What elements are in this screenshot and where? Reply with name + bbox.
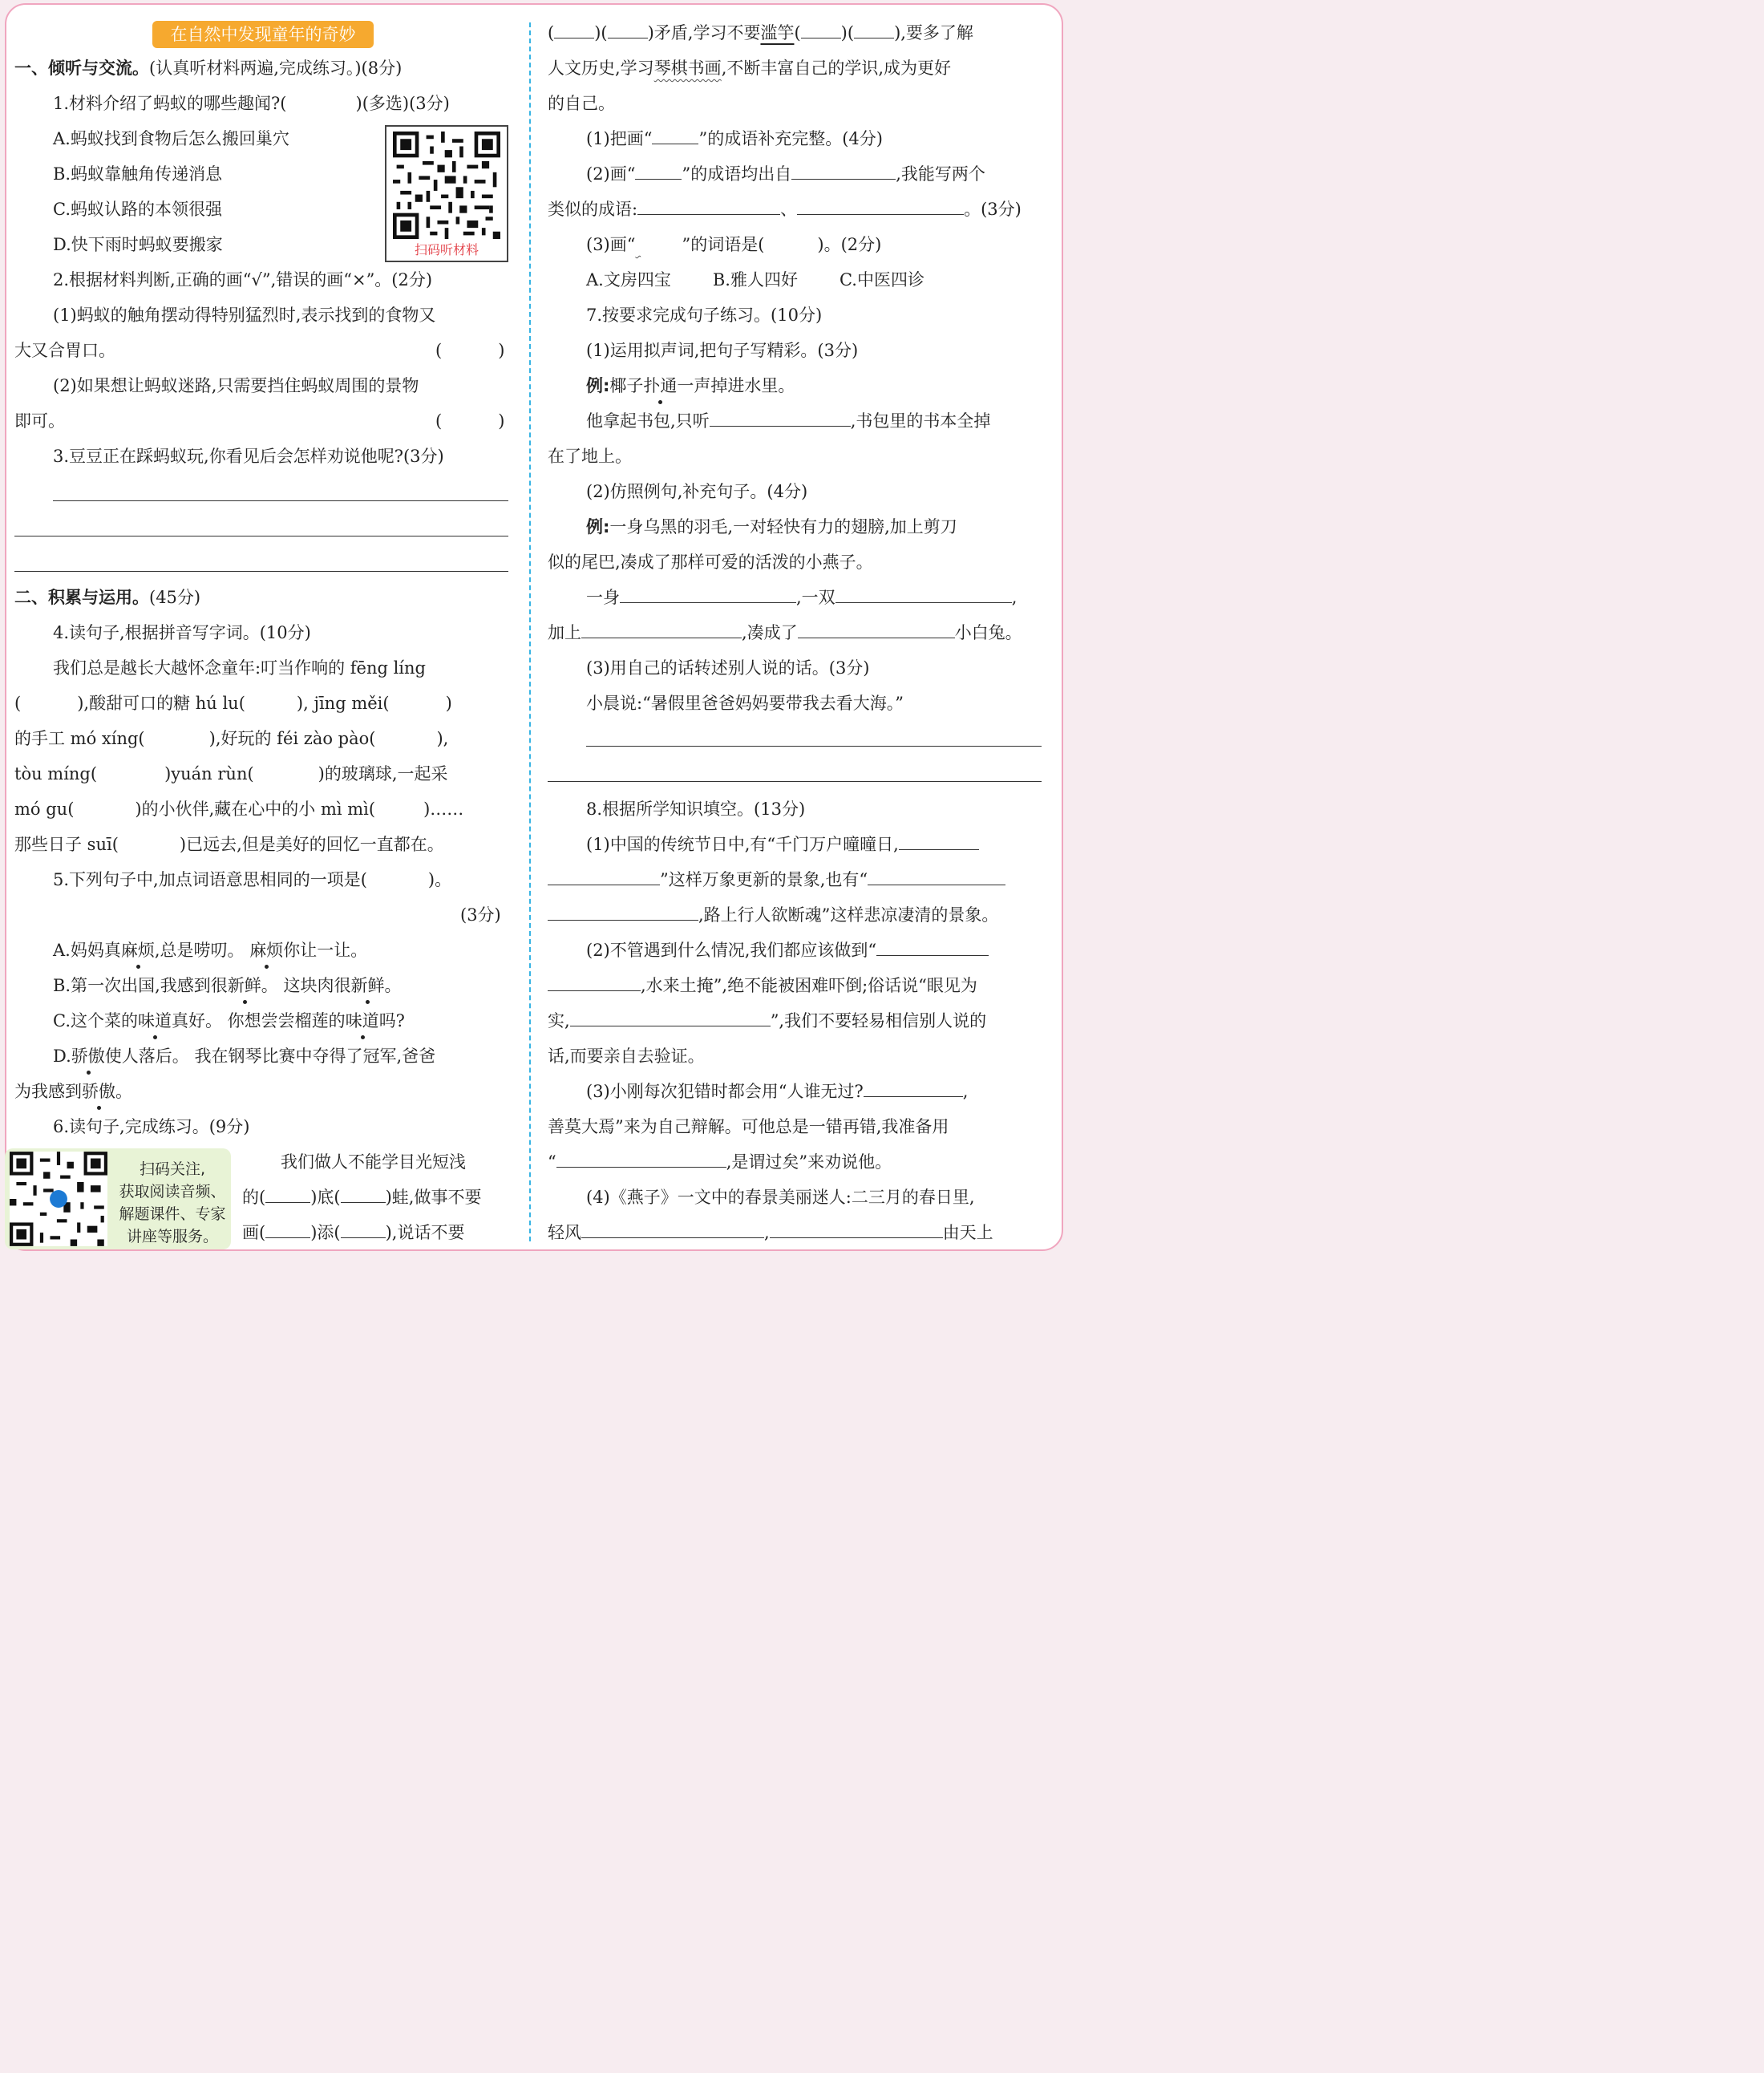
q4-line-4 <box>14 762 448 786</box>
q4-text: mó gu( <box>14 800 75 819</box>
q6-marker-sample <box>635 164 682 180</box>
question-2: 2.根据材料判断,正确的画“√”,错误的画“×”。(2分) <box>53 270 433 289</box>
q5-text: C.这个菜的 <box>53 1011 138 1030</box>
q6-text: 的( <box>242 1188 266 1207</box>
promo-line: 扫码关注, <box>139 1160 206 1178</box>
q6-text: 画( <box>242 1223 266 1242</box>
q6-text: 类似的成语: <box>548 200 638 219</box>
q5-text: D. <box>53 1047 71 1066</box>
q7-sub-3: (3)用自己的话转述别人说的话。(3分) <box>586 658 870 678</box>
q6-option: C.中医四诊 <box>839 270 924 289</box>
q5-text: 。 <box>115 1082 132 1101</box>
q8-text: , <box>962 1082 969 1101</box>
q6-text: 。(3分) <box>964 200 1022 219</box>
promo-line: 获取阅读音频、 <box>119 1183 226 1200</box>
q8-sub-4-line1: (4)《燕子》一文中的春景美丽迷人:二三月的春日里, <box>586 1188 975 1207</box>
q7-blank[interactable] <box>798 622 955 638</box>
q5-dotted-word: 骄傲 <box>71 1044 105 1068</box>
q6-continued-line-2 <box>548 56 951 80</box>
q6-sub-2-line2 <box>548 197 1022 221</box>
section-1-title: 一、倾听与交流。 <box>14 59 149 78</box>
q8-blank[interactable] <box>556 1152 726 1168</box>
q8-sub-3-line2: 善莫大焉”来为自己辩解。可他总是一错再错,我准备用 <box>548 1117 949 1136</box>
q7-blank[interactable] <box>620 587 796 603</box>
q5-dotted-word: 麻烦 <box>121 938 155 962</box>
promo-qr-code[interactable] <box>10 1152 107 1246</box>
q8-blank[interactable] <box>868 869 1005 885</box>
q8-blank[interactable] <box>548 905 698 921</box>
q7-text: , <box>1011 588 1018 607</box>
q6-text: ( <box>794 23 801 43</box>
q1-option-c: C.蚂蚁认路的本领很强 <box>53 200 222 219</box>
q4-text: )已远去,但是美好的回忆一直都在。 <box>179 835 444 854</box>
q6-text: ,不断丰富自己的学识,成为更好 <box>721 59 952 78</box>
q7-blank[interactable] <box>835 587 1012 603</box>
q8-text: (3)小刚每次犯错时都会用“人谁无过? <box>586 1082 864 1101</box>
section-2-note: (45分) <box>149 588 201 607</box>
section-1-note: (认真听材料两遍,完成练习。)(8分) <box>149 59 403 78</box>
q8-text: 轻风 <box>548 1223 581 1242</box>
q4-line-5 <box>14 797 463 821</box>
q5-dotted-word: 新鲜 <box>228 974 261 998</box>
q6-text: (3)画“ <box>586 235 636 254</box>
example-label: 例: <box>586 376 610 395</box>
q8-text: ,是谓过矣”来劝说他。 <box>726 1152 892 1172</box>
section-2-title: 二、积累与运用。 <box>14 588 149 607</box>
q5-end: )。 <box>427 870 452 889</box>
q2-item-2-line2: 即可。 <box>14 411 65 431</box>
q5-text: 真好。 你想尝尝榴莲的 <box>172 1011 346 1030</box>
q6-text: (2)画“ <box>586 164 636 184</box>
q7-text: 一身 <box>586 588 620 607</box>
q5-option-c <box>53 1009 405 1033</box>
q7-text: 一身乌黑的羽毛,一对轻快有力的翅膀,加上剪刀 <box>609 517 957 536</box>
question-5 <box>53 868 451 892</box>
column-divider <box>529 22 531 1241</box>
q5-dotted-word: 味道 <box>346 1009 379 1033</box>
q6-text: ( <box>548 23 555 43</box>
q8-text: (1)中国的传统节日中,有“千门万户曈曈日, <box>586 835 899 854</box>
q6-line-3 <box>242 1221 464 1245</box>
section-1-heading <box>14 56 402 80</box>
q6-text: )( <box>594 23 608 43</box>
q5-text: B.第一次出国,我感到很 <box>53 976 228 995</box>
q6-text: 人文历史,学习 <box>548 59 654 78</box>
q4-text: 的手工 mó xíng( <box>14 729 145 748</box>
q8-sub-4-line2 <box>548 1221 993 1245</box>
q4-text: ), jīng měi( <box>296 694 390 713</box>
q5-text: 为我感到 <box>14 1082 82 1101</box>
q1-text: 1.材料介绍了蚂蚁的哪些趣闻?( <box>53 94 287 113</box>
q7-blank[interactable] <box>710 411 851 427</box>
q3-answer-line-1[interactable] <box>53 500 508 501</box>
q7-text: 加上 <box>548 623 581 642</box>
q8-text: ,水来土掩”,绝不能被困难吓倒;俗话说“眼见为 <box>641 976 977 995</box>
q8-text: 实, <box>548 1011 570 1030</box>
q4-text: )的玻璃球,一起采 <box>318 764 448 783</box>
question-6: 6.读句子,完成练习。(9分) <box>53 1117 250 1136</box>
q4-text: )yuán rùn( <box>164 764 254 783</box>
promo-card[interactable] <box>5 1148 231 1249</box>
unit-banner: 在自然中发现童年的奇妙 <box>152 21 374 48</box>
q6-text: (1)把画“ <box>586 129 653 148</box>
q4-paren: ( <box>14 694 22 713</box>
q6-sub-1 <box>586 127 883 151</box>
q6-blank[interactable] <box>265 1222 310 1238</box>
q5-text: 使人落后。 我在钢琴比赛中夺得了冠军,爸爸 <box>104 1047 436 1066</box>
q8-text: ”这样万象更新的景象,也有“ <box>660 870 868 889</box>
q8-text: “ <box>548 1152 556 1172</box>
q6-blank[interactable] <box>791 164 896 180</box>
q8-blank[interactable] <box>581 1222 764 1238</box>
q8-sub-1-line2 <box>548 868 1005 892</box>
q7-answer-line-1[interactable] <box>586 746 1042 747</box>
q6-wavy-word: 琴棋书画 <box>653 59 722 78</box>
qr-caption: 扫码听材料 <box>414 242 479 257</box>
q6-text: ,我能写两个 <box>896 164 985 184</box>
q7-text: 一声掉进水里。 <box>677 376 795 395</box>
listening-qr-code[interactable] <box>385 125 508 262</box>
q8-blank[interactable] <box>548 975 641 991</box>
q6-line-1: 我们做人不能学目光短浅 <box>281 1152 466 1172</box>
q6-underlined-word: 滥竽 <box>760 23 795 43</box>
question-1 <box>53 91 450 115</box>
q6-option: B.雅人四好 <box>712 270 798 289</box>
q7-sub-1: (1)运用拟声词,把句子写精彩。(3分) <box>586 341 859 360</box>
q7-sub-1-line2: 在了地上。 <box>548 447 632 466</box>
q6-text: ”的成语补充完整。(4分) <box>698 129 883 148</box>
q2-item-2-line1: (2)如果想让蚂蚁迷路,只需要挡住蚂蚁周围的景物 <box>53 376 419 395</box>
q7-sub-1-line1 <box>586 409 990 433</box>
example-label: 例: <box>586 517 610 536</box>
promo-line: 讲座等服务。 <box>126 1228 218 1245</box>
q8-sub-1-line3 <box>548 903 998 927</box>
q6-text: ”的词语是( <box>682 235 765 254</box>
q7-text: 他拿起书包,只听 <box>586 411 710 431</box>
q5-dotted-word: 麻烦 <box>249 938 283 962</box>
q6-text: )。(2分) <box>817 235 882 254</box>
q5-dotted-word: 新鲜 <box>350 974 384 998</box>
q6-blank[interactable] <box>341 1187 386 1203</box>
q8-text: (2)不管遇到什么情况,我们都应该做到“ <box>586 941 877 960</box>
q1-option-d: D.快下雨时蚂蚁要搬家 <box>53 235 223 254</box>
q7-sub-2-line2 <box>548 621 1022 645</box>
q6-text: ),说话不要 <box>385 1223 465 1242</box>
q6-text: )添( <box>310 1223 341 1242</box>
q8-blank[interactable] <box>548 869 660 885</box>
q4-text: ),酸甜可口的糖 hú lu( <box>77 694 245 713</box>
q6-text: )蛙,做事不要 <box>385 1188 482 1207</box>
promo-text <box>112 1158 233 1248</box>
q7-answer-line-2[interactable] <box>548 781 1042 782</box>
q3-answer-line-3[interactable] <box>14 571 508 572</box>
q8-text: 由天上 <box>942 1223 993 1242</box>
q6-text: )( <box>840 23 855 43</box>
q8-blank[interactable] <box>864 1081 963 1097</box>
q6-blank[interactable] <box>265 1187 310 1203</box>
q7-sub-2: (2)仿照例句,补充句子。(4分) <box>586 482 808 501</box>
q8-sub-2-line4: 话,而要亲自去验证。 <box>548 1047 705 1066</box>
q4-paren: ) <box>445 694 452 713</box>
q5-option-a <box>53 938 367 962</box>
q6-wavy-sample <box>635 233 682 257</box>
q5-score: (3分) <box>460 905 501 925</box>
q6-line-2 <box>242 1185 481 1209</box>
q6-text: 、 <box>780 200 798 219</box>
q8-sub-3-line3 <box>548 1150 892 1174</box>
q5-option-d-line2 <box>14 1079 132 1103</box>
q6-sub-3 <box>586 233 881 257</box>
q6-blank[interactable] <box>801 22 841 38</box>
q2-item-1-line1: (1)蚂蚁的触角摆动得特别猛烈时,表示找到的食物又 <box>53 306 436 325</box>
q1-end: )(多选)(3分) <box>355 94 450 113</box>
q8-blank[interactable] <box>570 1010 771 1026</box>
q6-text: )矛盾,学习不要 <box>647 23 761 43</box>
q4-text: ), <box>436 729 449 748</box>
q5-text: 。 这块肉很 <box>261 976 351 995</box>
q8-sub-2-line3 <box>548 1009 986 1033</box>
q5-text: ,总是唠叨。 <box>154 941 250 960</box>
q6-option: A.文房四宝 <box>586 270 671 289</box>
q1-option-b: B.蚂蚁靠触角传递消息 <box>53 164 223 184</box>
q7-blank[interactable] <box>581 622 742 638</box>
question-3: 3.豆豆正在踩蚂蚁玩,你看见后会怎样劝说他呢?(3分) <box>53 447 444 466</box>
q6-sub-3-options <box>586 268 924 292</box>
q5-text: A.妈妈真 <box>53 941 121 960</box>
q8-text: ”,我们不要轻易相信别人说的 <box>770 1011 987 1030</box>
q6-text: )底( <box>310 1188 341 1207</box>
q4-line-6 <box>14 832 444 856</box>
q5-option-b <box>53 974 401 998</box>
q6-blank[interactable] <box>554 22 594 38</box>
q7-text: ,书包里的书本全掉 <box>850 411 991 431</box>
q7-text: 椰子 <box>609 376 644 395</box>
q6-text: ),要多了解 <box>894 23 973 43</box>
q8-blank[interactable] <box>876 940 989 956</box>
q8-blank[interactable] <box>770 1222 943 1238</box>
q8-text: ,路上行人欲断魂”这样悲凉凄清的景象。 <box>698 905 999 925</box>
qr-code-icon <box>10 1152 107 1246</box>
q7-text: 小白兔。 <box>954 623 1022 642</box>
question-4: 4.读句子,根据拼音写字词。(10分) <box>53 623 311 642</box>
q5-dotted-word: 味道 <box>138 1009 172 1033</box>
q7-text: ,一双 <box>796 588 835 607</box>
q5-text: 吗? <box>378 1011 405 1030</box>
q6-continued-line-3: 的自己。 <box>548 94 615 113</box>
question-7: 7.按要求完成句子练习。(10分) <box>586 306 823 325</box>
q7-sub-3-quote: 小晨说:“暑假里爸爸妈妈要带我去看大海。” <box>586 694 904 713</box>
q2-item-1-answer[interactable]: ( ) <box>435 341 505 360</box>
q8-blank[interactable] <box>899 834 979 850</box>
promo-line: 解题课件、专家 <box>119 1205 226 1223</box>
q7-sub-2-line1 <box>586 585 1017 609</box>
q8-sub-2-line1 <box>586 938 989 962</box>
section-2-heading <box>14 585 200 609</box>
q6-blank[interactable] <box>854 22 894 38</box>
question-8: 8.根据所学知识填空。(13分) <box>586 800 806 819</box>
q4-text: tòu míng( <box>14 764 98 783</box>
q4-text: 那些日子 suī( <box>14 835 119 854</box>
q7-example-2 <box>586 515 957 539</box>
q6-marker-sample <box>652 128 698 144</box>
q4-line-3 <box>14 727 448 751</box>
q6-blank[interactable] <box>608 22 648 38</box>
q5-dotted-word: 骄傲 <box>82 1079 115 1103</box>
q1-option-a: A.蚂蚁找到食物后怎么搬回巢穴 <box>53 129 289 148</box>
worksheet-page <box>0 0 1070 1257</box>
q8-sub-2-line2 <box>548 974 977 998</box>
q6-blank[interactable] <box>637 199 780 215</box>
q5-option-d <box>53 1044 435 1068</box>
q6-blank[interactable] <box>797 199 964 215</box>
q7-example-1 <box>586 374 795 398</box>
q5-text: 你让一让。 <box>283 941 368 960</box>
q5-text: 5.下列句子中,加点词语意思相同的一项是( <box>53 870 367 889</box>
q7-dotted-word: 扑通 <box>643 374 677 398</box>
q2-item-2-answer[interactable]: ( ) <box>435 411 505 431</box>
q4-line-2 <box>14 691 452 715</box>
q6-text: ”的成语均出自 <box>682 164 792 184</box>
q6-sub-2 <box>586 162 985 186</box>
q5-text: 。 <box>384 976 402 995</box>
q4-text: ),好玩的 féi zào pào( <box>208 729 376 748</box>
q8-sub-3-line1 <box>586 1079 968 1103</box>
q6-continued-line-1 <box>548 21 973 45</box>
q2-item-1-line2: 大又合胃口。 <box>14 341 115 360</box>
q7-text: ,凑成了 <box>742 623 798 642</box>
q4-text: )的小伙伴,藏在心中的小 mì mì( <box>135 800 376 819</box>
q8-text: , <box>764 1223 770 1242</box>
q6-blank[interactable] <box>341 1222 386 1238</box>
q7-example-2-line2: 似的尾巴,凑成了那样可爱的活泼的小燕子。 <box>548 553 873 572</box>
q4-line-1: 我们总是越长大越怀念童年:叮当作响的 fēng líng <box>53 658 426 678</box>
q8-sub-1-line1 <box>586 832 979 856</box>
qr-code-icon <box>393 132 500 239</box>
q4-text: )…… <box>423 800 464 819</box>
